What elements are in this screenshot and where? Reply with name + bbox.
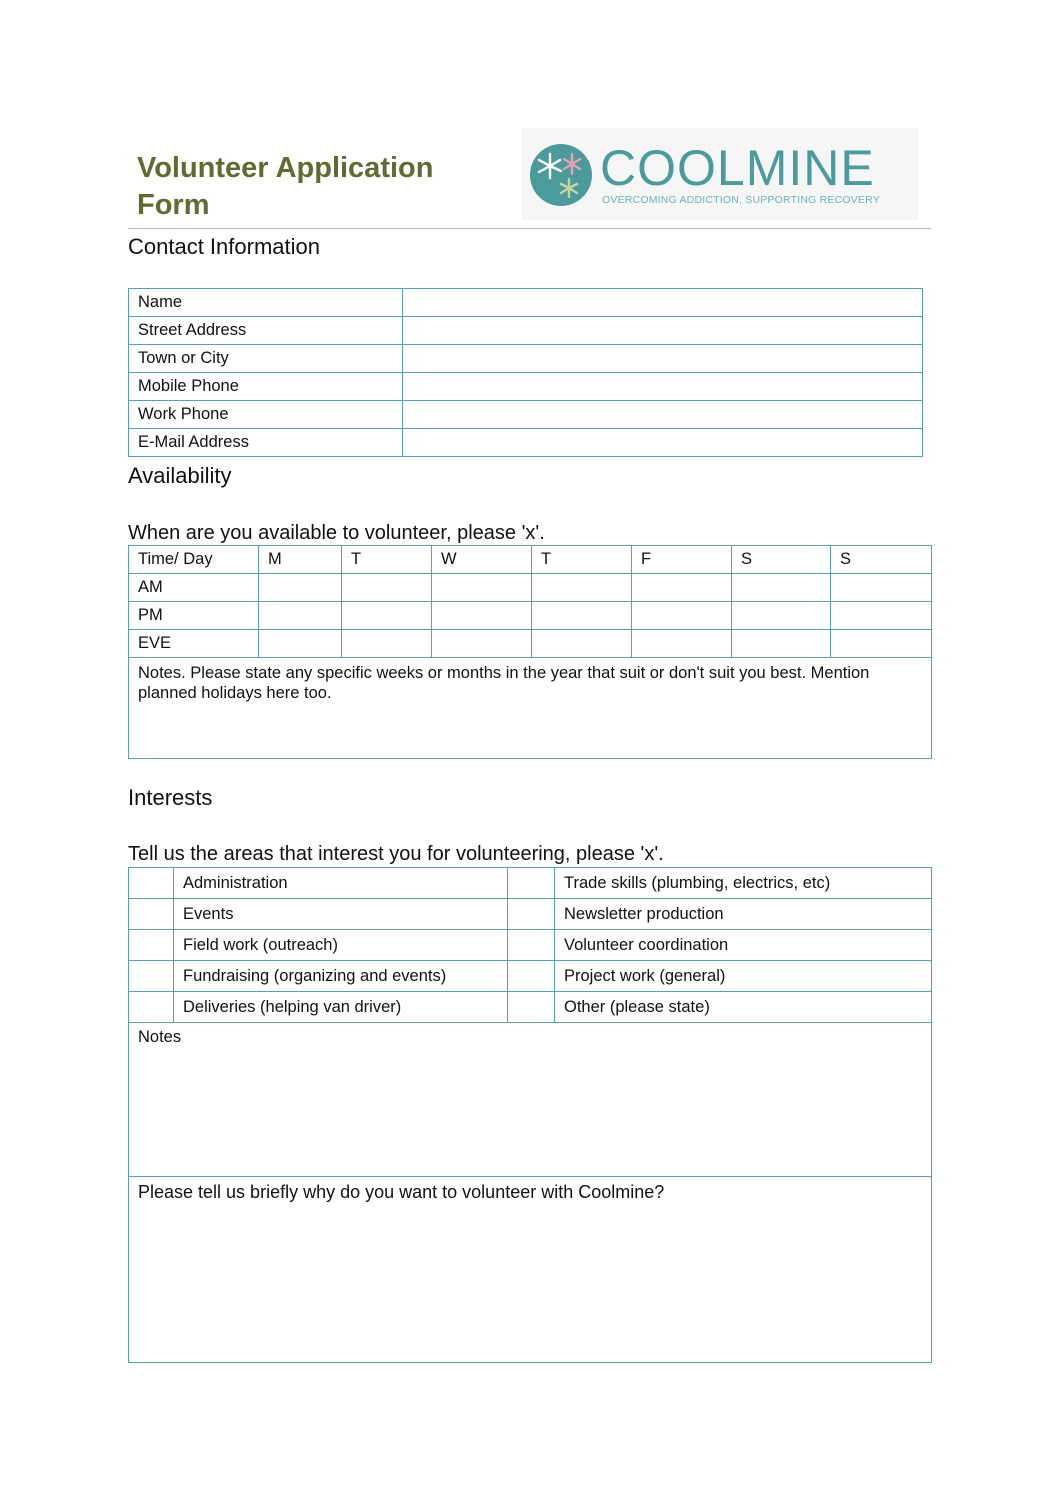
availability-notes-field[interactable] — [129, 658, 932, 759]
why-volunteer-label: Please tell us briefly why do you want to volunteer with Coolmine? — [138, 1182, 665, 1202]
interest-label: Events — [174, 899, 508, 930]
interest-label: Volunteer coordination — [555, 930, 932, 961]
interest-label: Deliveries (helping van driver) — [174, 992, 508, 1023]
availability-header-row — [129, 546, 932, 574]
availability-cell[interactable] — [831, 602, 932, 630]
logo-wordmark: COOLMINE — [600, 140, 875, 196]
contact-label: Mobile Phone — [129, 373, 403, 401]
interest-row — [129, 868, 932, 899]
contact-row — [129, 317, 923, 345]
interest-checkbox[interactable] — [129, 992, 174, 1023]
mobile-phone-field[interactable] — [403, 373, 923, 401]
interest-checkbox[interactable] — [508, 930, 555, 961]
interest-row — [129, 961, 932, 992]
interests-heading: Interests — [128, 785, 213, 810]
availability-heading: Availability — [128, 463, 232, 488]
work-phone-field[interactable] — [403, 401, 923, 429]
column-header: Time/ Day — [129, 546, 259, 574]
availability-cell[interactable] — [732, 602, 831, 630]
interest-row — [129, 992, 932, 1023]
availability-cell[interactable] — [632, 630, 732, 658]
interest-notes-label: Notes — [138, 1028, 182, 1046]
interest-checkbox[interactable] — [129, 899, 174, 930]
interest-label: Fundraising (organizing and events) — [174, 961, 508, 992]
contact-label: Work Phone — [129, 401, 403, 429]
interest-checkbox[interactable] — [508, 868, 555, 899]
interest-label: Trade skills (plumbing, electrics, etc) — [555, 868, 932, 899]
availability-cell[interactable] — [532, 602, 632, 630]
availability-notes-row — [129, 658, 932, 759]
interest-label: Field work (outreach) — [174, 930, 508, 961]
contact-label: Town or City — [129, 345, 403, 373]
why-volunteer-field[interactable] — [129, 1177, 932, 1363]
interest-notes-field[interactable] — [129, 1023, 932, 1177]
logo-tagline: OVERCOMING ADDICTION, SUPPORTING RECOVERY — [602, 194, 880, 206]
interest-row — [129, 930, 932, 961]
column-header: S — [732, 546, 831, 574]
interests-prompt: Tell us the areas that interest you for volunteering, please 'x'. — [128, 843, 664, 865]
town-city-field[interactable] — [403, 345, 923, 373]
form-title: Volunteer Application Form — [137, 152, 434, 221]
contact-row — [129, 401, 923, 429]
contact-row — [129, 429, 923, 457]
row-label: EVE — [129, 630, 259, 658]
interests-table — [128, 867, 932, 1363]
availability-row-pm — [129, 602, 932, 630]
availability-cell[interactable] — [432, 574, 532, 602]
availability-cell[interactable] — [831, 630, 932, 658]
availability-cell[interactable] — [259, 630, 342, 658]
availability-cell[interactable] — [259, 602, 342, 630]
availability-cell[interactable] — [632, 602, 732, 630]
availability-row-eve — [129, 630, 932, 658]
interest-row — [129, 899, 932, 930]
header-divider — [128, 228, 931, 229]
availability-cell[interactable] — [432, 630, 532, 658]
interest-notes-row — [129, 1023, 932, 1177]
column-header: M — [259, 546, 342, 574]
interest-checkbox[interactable] — [508, 992, 555, 1023]
interest-label: Newsletter production — [555, 899, 932, 930]
contact-row — [129, 345, 923, 373]
availability-cell[interactable] — [432, 602, 532, 630]
row-label: PM — [129, 602, 259, 630]
interest-checkbox[interactable] — [129, 868, 174, 899]
contact-label: Street Address — [129, 317, 403, 345]
contact-row — [129, 289, 923, 317]
availability-prompt: When are you available to volunteer, please 'x'. — [128, 522, 545, 544]
contact-label: E-Mail Address — [129, 429, 403, 457]
column-header: S — [831, 546, 932, 574]
availability-notes-label: Notes. Please state any specific weeks or months in the year that suit or don't suit you best. Mention planned holidays here too. — [138, 664, 870, 702]
column-header: T — [342, 546, 432, 574]
interest-checkbox[interactable] — [129, 930, 174, 961]
name-field[interactable] — [403, 289, 923, 317]
column-header: F — [632, 546, 732, 574]
email-field[interactable] — [403, 429, 923, 457]
contact-heading: Contact Information — [128, 234, 320, 259]
interest-checkbox[interactable] — [129, 961, 174, 992]
availability-cell[interactable] — [732, 630, 831, 658]
why-volunteer-row — [129, 1177, 932, 1363]
row-label: AM — [129, 574, 259, 602]
column-header: T — [532, 546, 632, 574]
availability-cell[interactable] — [532, 630, 632, 658]
interest-label: Administration — [174, 868, 508, 899]
street-address-field[interactable] — [403, 317, 923, 345]
flower-logo-icon — [530, 144, 592, 206]
interest-label: Project work (general) — [555, 961, 932, 992]
interest-checkbox[interactable] — [508, 961, 555, 992]
contact-label: Name — [129, 289, 403, 317]
availability-cell[interactable] — [532, 574, 632, 602]
availability-table — [128, 545, 932, 759]
availability-row-am — [129, 574, 932, 602]
availability-cell[interactable] — [732, 574, 831, 602]
coolmine-logo — [522, 128, 918, 220]
availability-cell[interactable] — [342, 574, 432, 602]
availability-cell[interactable] — [632, 574, 732, 602]
contact-row — [129, 373, 923, 401]
availability-cell[interactable] — [342, 602, 432, 630]
column-header: W — [432, 546, 532, 574]
interest-label: Other (please state) — [555, 992, 932, 1023]
availability-cell[interactable] — [831, 574, 932, 602]
interest-checkbox[interactable] — [508, 899, 555, 930]
availability-cell[interactable] — [342, 630, 432, 658]
availability-cell[interactable] — [259, 574, 342, 602]
contact-table — [128, 288, 923, 457]
